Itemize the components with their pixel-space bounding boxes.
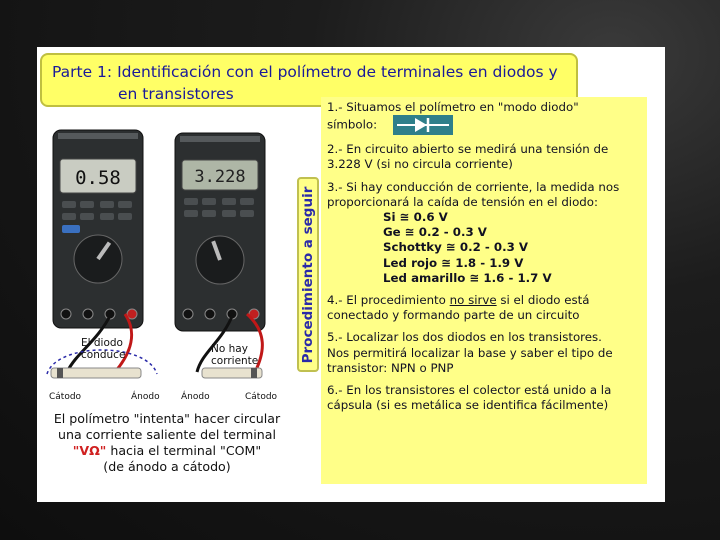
procedure-steps [321, 97, 647, 484]
right-bubble-line-1: No hay [211, 343, 248, 355]
procedure-side-label [297, 177, 319, 372]
list-item: Led amarillo ≅ 1.6 - 1.7 V [383, 270, 552, 285]
step-2 [327, 142, 641, 172]
step-5-line-2: Nos permitirá localizar la base y saber el tipo de [327, 345, 613, 360]
step-5-line-1: 5.- Localizar los dos diodos en los transistores. [327, 330, 602, 345]
step-1-line-1: 1.- Situamos el polímetro en "modo diodo" [327, 100, 579, 114]
step-6-line-1: 6.- En los transistores el colector está unido a la [327, 383, 612, 398]
list-item: Ge ≅ 0.2 - 0.3 V [383, 225, 487, 240]
anode-right-label: Ánodo [181, 392, 210, 402]
step-5 [327, 330, 641, 376]
title-line-1: Parte 1: Identificación con el polímetro de terminales en diodos y [52, 63, 558, 81]
explanation-line-4: (de ánodo a cátodo) [103, 459, 231, 474]
step-5-line-3: transistor: NPN o PNP [327, 360, 454, 375]
step-4-line-2: conectado y formando parte de un circuito [327, 308, 580, 323]
explanation-text [47, 411, 287, 475]
right-meter-display: 3.228 [194, 167, 246, 187]
diode-symbol-icon [393, 115, 453, 135]
step-3-line-2: proporcionará la caída de tensión en el diodo: [327, 194, 598, 209]
vohm-terminal-label: "VΩ" [72, 443, 107, 458]
title-line-2: en transistores [118, 85, 234, 103]
step-4-pre: 4.- El procedimiento [327, 293, 450, 308]
cathode-left-label: Cátodo [49, 392, 82, 402]
explanation-line-3 [47, 443, 287, 459]
step-3-line-1: 3.- Si hay conducción de corriente, la medida nos [327, 179, 620, 194]
right-bubble-line-2: corriente [211, 355, 259, 367]
anode-left-label: Ánodo [131, 392, 160, 402]
step-6 [327, 383, 641, 413]
right-bubble [211, 343, 258, 367]
left-meter-display: 0.58 [75, 167, 121, 189]
step-4-line-1 [327, 293, 641, 308]
list-item: Led rojo ≅ 1.8 - 1.9 V [383, 255, 524, 270]
step-1-line-2 [327, 115, 641, 135]
multimeter-left [52, 129, 144, 329]
step-4-underlined: no sirve [449, 293, 497, 308]
step-1 [327, 100, 641, 135]
explanation-line-3-rest: hacia el terminal "COM" [106, 443, 262, 458]
cathode-right-label: Cátodo [245, 392, 278, 402]
procedure-side-label-text: Procedimiento a seguir [300, 186, 316, 363]
list-item: Schottky ≅ 0.2 - 0.3 V [383, 240, 529, 255]
step-6-line-2: cápsula (si es metálica se identifica fácilmente) [327, 398, 609, 413]
step-1-symbol-label: símbolo: [327, 117, 378, 132]
left-bubble-line-2: conduce [81, 349, 126, 361]
left-bubble-line-1: El diodo [81, 337, 123, 349]
step-2-line-2: 3.228 V (si no circula corriente) [327, 157, 513, 172]
step-4 [327, 293, 641, 323]
slide [37, 47, 665, 502]
explanation-line-1: El polímetro "intenta" hacer circular [53, 411, 281, 426]
list-item: Si ≅ 0.6 V [383, 210, 448, 225]
step-4-post: si el diodo está [496, 293, 590, 308]
voltage-drop-list [327, 210, 641, 286]
explanation-line-2: una corriente saliente del terminal [58, 427, 276, 442]
step-2-line-1: 2.- En circuito abierto se medirá una tensión de [327, 142, 609, 157]
step-3 [327, 180, 641, 286]
left-bubble [81, 337, 125, 361]
